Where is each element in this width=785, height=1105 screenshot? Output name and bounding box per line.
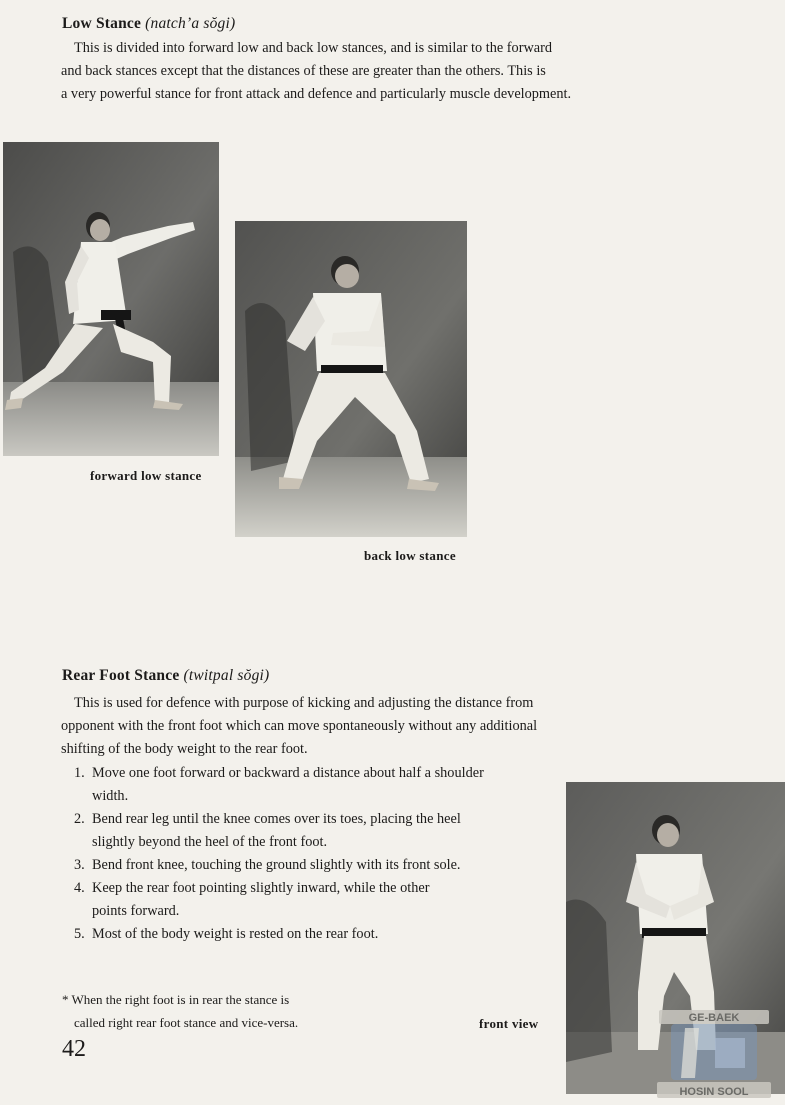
front-view-caption: front view: [479, 1016, 539, 1031]
page-number: 42: [62, 1036, 86, 1062]
rear-foot-stance-heading: [62, 667, 269, 685]
footnote-line-2: called right rear foot stance and vice-versa.: [74, 1015, 299, 1030]
seal-bottom-text: HOSIN SOOL: [679, 1086, 749, 1098]
step-number: 3.: [74, 857, 85, 873]
forward-low-stance-caption: forward low stance: [90, 468, 202, 483]
footnote: [62, 988, 298, 1034]
step-number: 5.: [74, 926, 85, 942]
step-item: [74, 808, 564, 854]
step-number: 4.: [74, 880, 85, 896]
step-text: Most of the body weight is rested on the rear foot.: [92, 926, 379, 942]
low-stance-paragraph: [61, 37, 641, 106]
step-number: 2.: [74, 811, 85, 827]
low-stance-line-3: a very powerful stance for front attack and defence and particularly muscle development.: [61, 86, 572, 102]
rear-foot-stance-term: (twitpal sŏgi): [183, 667, 270, 684]
rear-foot-steps-list: [74, 762, 564, 946]
footnote-line-1: * When the right foot is in rear the stance is: [62, 992, 290, 1007]
step-number: 1.: [74, 765, 85, 781]
forward-low-stance-photo: [3, 142, 219, 456]
low-stance-title: Low Stance: [62, 15, 142, 32]
step-text: width.: [92, 788, 129, 804]
step-text: slightly beyond the heel of the front foot.: [92, 834, 328, 850]
rear-foot-stance-title: Rear Foot Stance: [62, 667, 180, 684]
rear-foot-line-3: shifting of the body weight to the rear foot.: [61, 741, 308, 757]
low-stance-heading: [62, 15, 235, 33]
step-item: [74, 854, 564, 877]
seal-top-text: GE-BAEK: [688, 1012, 740, 1024]
step-text: Keep the rear foot pointing slightly inward, while the other: [92, 880, 430, 896]
step-item: [74, 877, 564, 923]
step-text: points forward.: [92, 903, 180, 919]
rear-foot-line-2: opponent with the front foot which can move spontaneously without any additional: [61, 718, 538, 734]
watermark-seal: [655, 1008, 773, 1100]
low-stance-term: (natch’a sŏgi): [145, 15, 236, 32]
back-low-stance-photo: [235, 221, 467, 537]
step-text: Bend rear leg until the knee comes over its toes, placing the heel: [92, 811, 461, 827]
low-stance-line-1: This is divided into forward low and back low stances, and is similar to the forward: [74, 40, 553, 56]
back-low-stance-caption: back low stance: [364, 548, 456, 563]
rear-foot-stance-paragraph: [61, 692, 641, 761]
rear-foot-line-1: This is used for defence with purpose of kicking and adjusting the distance from: [74, 695, 534, 711]
step-text: Bend front knee, touching the ground slightly with its front sole.: [92, 857, 461, 873]
low-stance-line-2: and back stances except that the distances of these are greater than the others. This is: [61, 63, 546, 79]
step-item: [74, 923, 564, 946]
step-text: Move one foot forward or backward a distance about half a shoulder: [92, 765, 484, 781]
step-item: [74, 762, 564, 808]
